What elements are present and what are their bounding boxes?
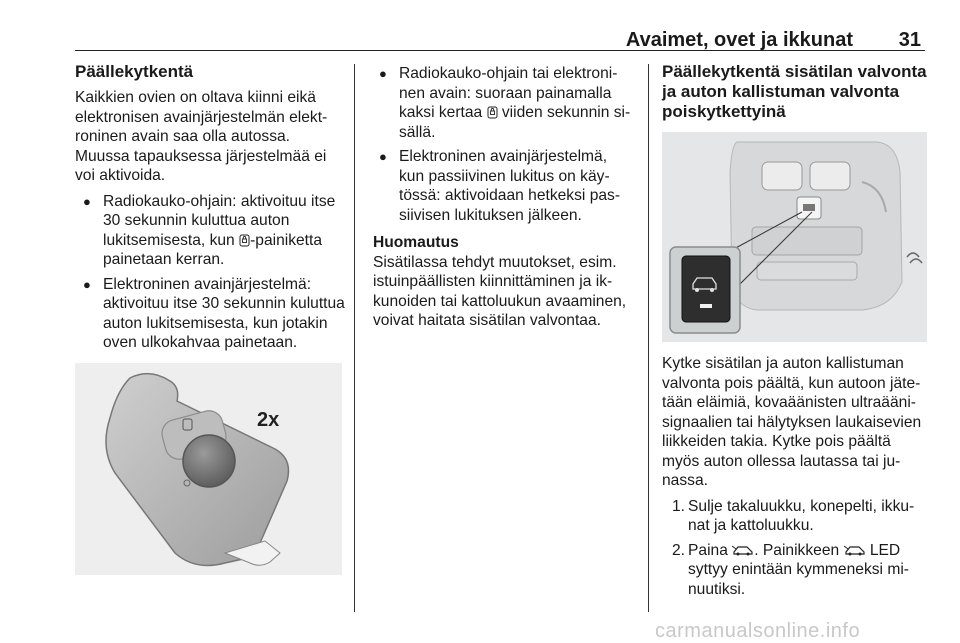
bullet-list: [75, 192, 345, 353]
list-item: [373, 147, 635, 225]
key-fob-illustration: [75, 363, 342, 575]
bullet-icon: ●: [379, 149, 387, 164]
list-text: Radiokauko-ohjain tai elektroninen avain: suoraan painamalla kaksi kertaa: [399, 65, 618, 121]
note-text: Sisätilassa tehdyt muutokset, esim. istuinpäällisten kiinnittäminen ja ikkunoiden tai kattoluukun avaaminen, voivat haitata sisätilan valvontaa.: [373, 253, 627, 329]
page-header: [75, 24, 925, 51]
step-number: 1.: [672, 497, 686, 515]
lock-key-icon: [239, 234, 250, 247]
column-1: [75, 62, 345, 575]
car-tilt-icon: [844, 545, 866, 556]
list-text: -painiketta painetaan kerran.: [103, 231, 323, 268]
list-item: [373, 64, 635, 142]
bullet-list: [373, 64, 635, 225]
section-heading: Päällekytkentä: [75, 62, 194, 81]
list-text: Paina: [688, 541, 733, 559]
section-title: Avaimet, ovet ja ikkunat: [625, 29, 853, 51]
column-2: [373, 62, 635, 331]
intro-paragraph: Kaikkien ovien on oltava kiinni eikä elektronisen avainjärjestelmän elektroninen avain saa olla autossa. Muussa tapauksessa järjestelmää ei voi aktivoida.: [75, 89, 328, 184]
section-heading: Päällekytkentä sisätilan valvonta ja auton kallistuman valvonta poiskytkettyinä: [662, 62, 927, 121]
list-text: Elektroninen avainjärjestelmä, kun passiivinen lukitus on käytössä: aktivoidaan hetkeksi passiivisen lukituksen jälkeen.: [399, 148, 621, 224]
list-text: Radiokauko-ohjain: aktivoituu itse 30 sekunnin kuluttua auton lukitsemisesta, kun: [103, 192, 336, 249]
list-text: . Painikkeen: [754, 541, 844, 559]
intro-paragraph: Kytke sisätilan ja auton kallistuman valvonta pois päältä, kun autoon jätetään eläimiä, kovaäänisten ultraäänisignaalien tai hälytyksen laukaisevien liikkeiden takia. Kytke pois päältä myös auton ollessa lautassa tai junassa.: [662, 355, 922, 489]
step-number: 2.: [672, 541, 686, 559]
note-title: Huomautus: [373, 234, 459, 251]
list-text: Elektroninen avainjärjestelmä: aktivoituu itse 30 sekunnin kuluttua auton lukitsemisesta, kun jotakin oven ulkokahvaa painetaan.: [103, 275, 345, 351]
list-text: Sulje takaluukku, konepelti, ikkunat ja kattoluukku.: [688, 497, 915, 534]
list-text: viiden sekunnin sisällä.: [399, 104, 631, 141]
column-3: [662, 62, 927, 604]
list-text: LED syttyy enintään kymmeneksi minuutiksi.: [688, 541, 909, 598]
list-item: [662, 541, 927, 600]
bullet-icon: ●: [379, 66, 387, 81]
list-item: [75, 275, 345, 353]
bullet-icon: ●: [83, 276, 91, 292]
list-item: [662, 497, 927, 536]
car-tilt-icon: [732, 545, 754, 556]
column-divider: [648, 64, 649, 612]
list-item: [75, 192, 345, 270]
led-indicator: [700, 304, 712, 308]
step-list: [662, 497, 927, 600]
page-number: 31: [898, 29, 921, 51]
roof-console-illustration: [662, 132, 927, 342]
watermark: carmanualsonline.info: [655, 620, 861, 642]
press-count-label: 2x: [257, 408, 280, 431]
lock-key-icon: [487, 106, 498, 119]
bullet-icon: ●: [83, 193, 91, 209]
column-divider: [354, 64, 355, 612]
